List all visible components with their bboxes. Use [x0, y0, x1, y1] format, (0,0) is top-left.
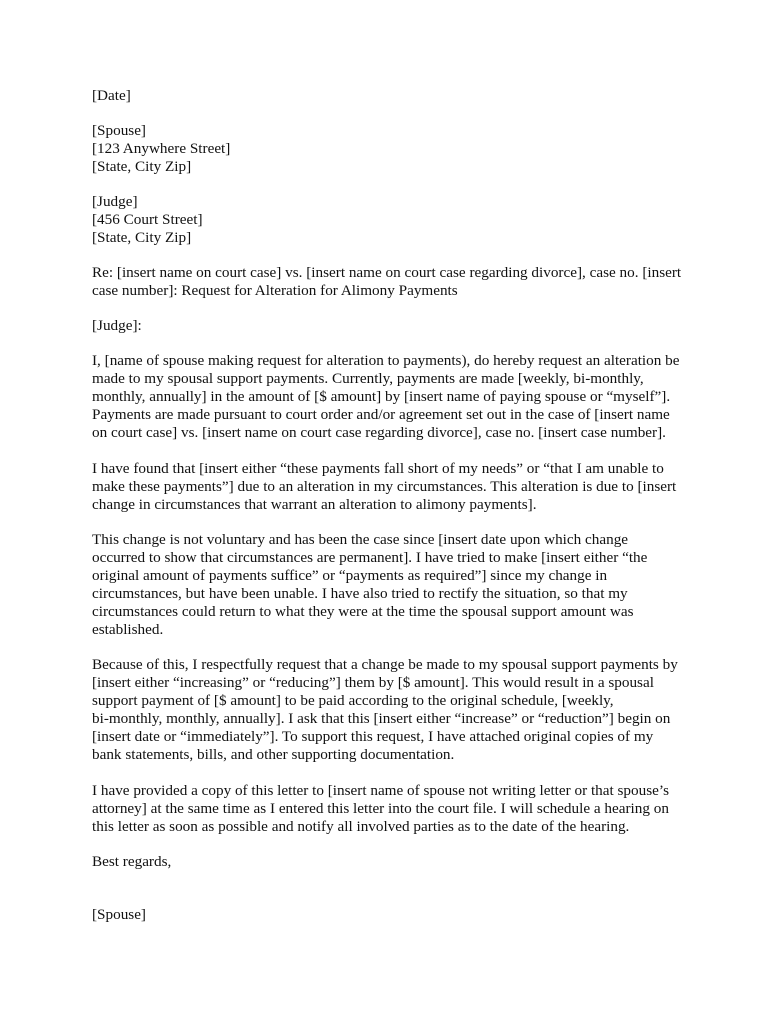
paragraph-line: made to my spousal support payments. Currently, payments are made [weekly, bi-monthly,: [92, 370, 644, 387]
subject-reference: [92, 264, 692, 300]
paragraph-line: support payment of [$ amount] to be paid according to the original schedule, [weekly,: [92, 692, 614, 709]
salutation: [92, 317, 692, 335]
paragraph-line: This change is not voluntary and has been the case since [insert date upon which change: [92, 531, 629, 548]
body-paragraph-1: [92, 352, 692, 442]
paragraph-line: monthly, annually] in the amount of [$ amount] by [insert name of paying spouse or “myself”].: [92, 388, 671, 405]
paragraph-line: circumstances, but have been unable. I have also tried to rectify the situation, so that my: [92, 585, 628, 602]
paragraph-line: [insert either “increasing” or “reducing”] them by [$ amount]. This would result in a spousal: [92, 674, 654, 691]
salutation-text: [Judge]:: [92, 317, 142, 334]
paragraph-line: circumstances could return to what they were at the time the spousal support amount was: [92, 603, 634, 620]
letter-date: [92, 87, 692, 105]
body-paragraph-5: [92, 782, 692, 836]
sender-name: [Spouse]: [92, 122, 146, 139]
body-paragraph-4: [92, 656, 692, 764]
paragraph-line: bank statements, bills, and other supporting documentation.: [92, 746, 455, 763]
paragraph-line: established.: [92, 621, 164, 638]
paragraph-line: [insert date or “immediately”]. To support this request, I have attached original copies of my: [92, 728, 654, 745]
re-line: case number]: Request for Alteration for Alimony Payments: [92, 282, 458, 299]
paragraph-line: Because of this, I respectfully request that a change be made to my spousal support payments by: [92, 656, 678, 673]
recipient-name: [Judge]: [92, 193, 138, 210]
closing: [92, 853, 692, 871]
re-line: Re: [insert name on court case] vs. [insert name on court case regarding divorce], case no. [insert: [92, 264, 682, 281]
signature-text: [Spouse]: [92, 906, 146, 923]
paragraph-line: I, [name of spouse making request for alteration to payments), do hereby request an alteration be: [92, 352, 680, 369]
recipient-city: [State, City Zip]: [92, 229, 192, 246]
paragraph-line: attorney] at the same time as I entered this letter into the court file. I will schedule a hearing on: [92, 800, 669, 817]
sender-street: [123 Anywhere Street]: [92, 140, 231, 157]
recipient-street: [456 Court Street]: [92, 211, 203, 228]
sender-address: [92, 122, 692, 176]
paragraph-line: on court case] vs. [insert name on court case regarding divorce], case no. [insert case number].: [92, 424, 666, 441]
paragraph-line: change in circumstances that warrant an alteration to alimony payments].: [92, 496, 537, 513]
paragraph-line: I have provided a copy of this letter to [insert name of spouse not writing letter or that spouse’s: [92, 782, 669, 799]
paragraph-line: bi-monthly, monthly, annually]. I ask that this [insert either “increase” or “reduction”] begin on: [92, 710, 671, 727]
body-paragraph-3: [92, 531, 692, 639]
signature: [92, 906, 692, 924]
date-line: [Date]: [92, 87, 131, 104]
recipient-address: [92, 193, 692, 247]
paragraph-line: make these payments”] due to an alteration in my circumstances. This alteration is due to [insert: [92, 478, 677, 495]
paragraph-line: original amount of payments suffice” or “payments as required”] since my change in: [92, 567, 608, 584]
paragraph-line: I have found that [insert either “these payments fall short of my needs” or “that I am unable to: [92, 460, 664, 477]
paragraph-line: Payments are made pursuant to court order and/or agreement set out in the case of [insert name: [92, 406, 670, 423]
body-paragraph-2: [92, 460, 692, 514]
paragraph-line: this letter as soon as possible and notify all involved parties as to the date of the hearing.: [92, 818, 630, 835]
sender-city: [State, City Zip]: [92, 158, 192, 175]
paragraph-line: occurred to show that circumstances are permanent]. I have tried to make [insert either “the: [92, 549, 648, 566]
closing-text: Best regards,: [92, 853, 172, 870]
